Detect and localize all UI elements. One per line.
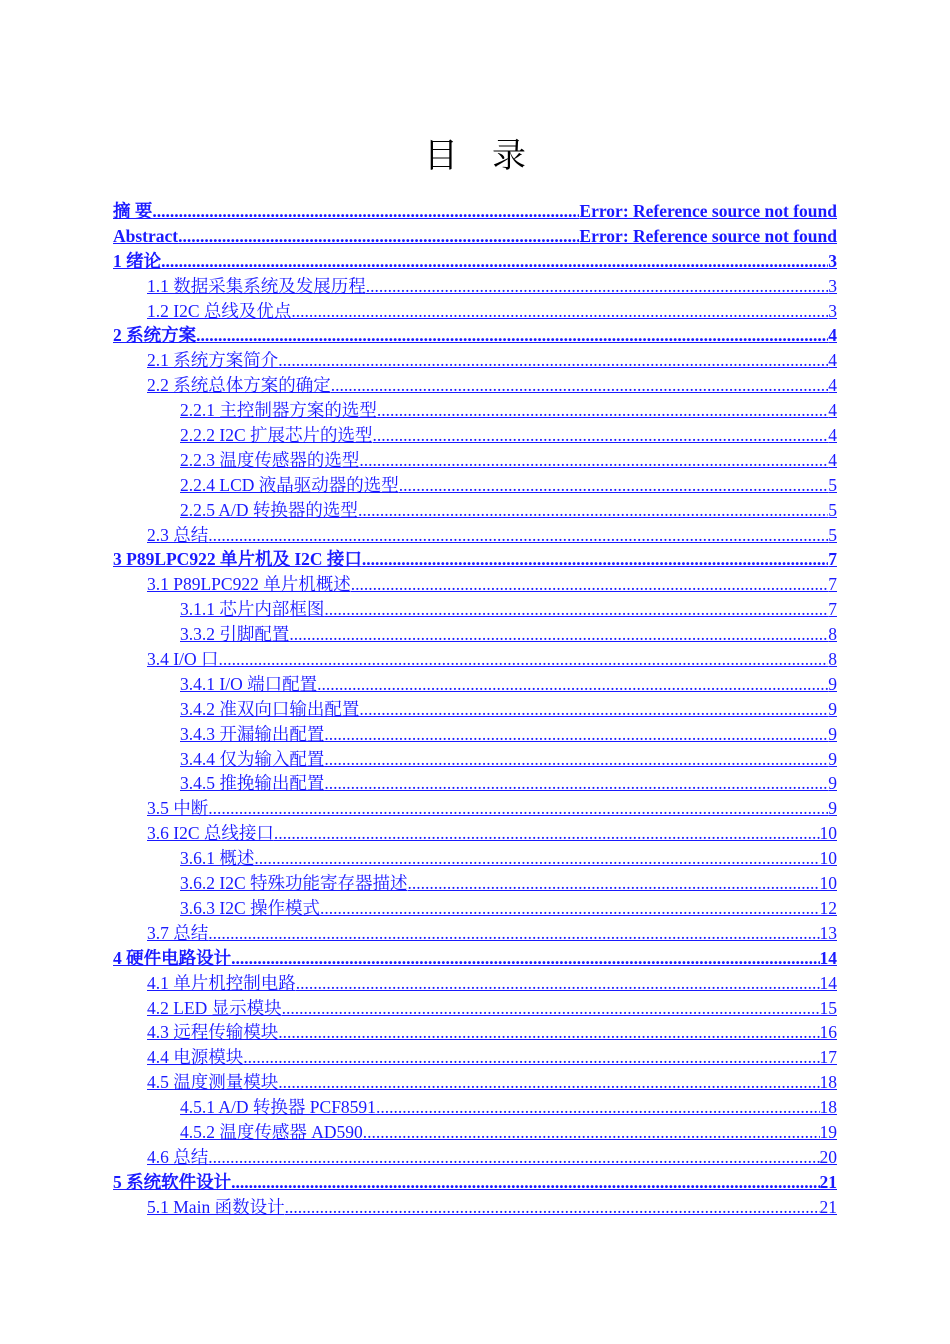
toc-entry-page-number: 9 (828, 723, 837, 744)
toc-entry-label: Abstract (113, 225, 179, 246)
toc-entry[interactable] (113, 523, 837, 548)
toc-dot-leader (254, 846, 819, 871)
toc-entry-label: 3.4.3 开漏输出配置 (180, 723, 325, 744)
toc-entry-page-number: 4 (828, 400, 837, 421)
toc-entry-page-number: 9 (828, 748, 837, 769)
toc-entry[interactable] (113, 697, 837, 722)
toc-dot-leader (377, 398, 828, 423)
toc-entry-label: 3.4 I/O 口 (147, 649, 219, 670)
toc-entry-label: 2.2 系统总体方案的确定 (147, 375, 331, 396)
toc-entry[interactable] (113, 1145, 837, 1170)
toc-entry-page-number: 10 (819, 873, 837, 894)
toc-entry[interactable] (113, 423, 837, 448)
toc-entry-label: 3.4.4 仅为输入配置 (180, 748, 325, 769)
toc-entry-label: 3.6 I2C 总线接口 (147, 823, 274, 844)
toc-entry[interactable] (113, 274, 837, 299)
toc-entry[interactable] (113, 647, 837, 672)
toc-dot-leader (362, 547, 828, 572)
toc-entry-page-number: 7 (828, 574, 837, 595)
toc-entry[interactable] (113, 1195, 837, 1220)
toc-entry-page-number: Error: Reference source not found (579, 225, 837, 246)
toc-entry-label: 4.6 总结 (147, 1146, 209, 1167)
toc-entry-label: 4.3 远程传输模块 (147, 1022, 279, 1043)
toc-entry[interactable] (113, 771, 837, 796)
toc-entry[interactable] (113, 1070, 837, 1095)
toc-dot-leader (231, 946, 819, 971)
toc-entry-page-number: 9 (828, 773, 837, 794)
toc-dot-leader (208, 796, 828, 821)
toc-entry-page-number: 21 (819, 1171, 837, 1192)
toc-entry-page-number: Error: Reference source not found (579, 201, 837, 221)
toc-entry-page-number: 4 (828, 325, 837, 346)
toc-dot-leader (324, 722, 828, 747)
toc-dot-leader (351, 572, 829, 597)
toc-entry-label: 3.4.2 准双向口输出配置 (180, 698, 360, 719)
toc-entry-page-number: 21 (819, 1196, 837, 1217)
toc-dot-leader (178, 224, 579, 249)
toc-entry-page-number: 14 (819, 972, 837, 993)
toc-dot-leader (289, 622, 828, 647)
toc-entry-label: 4.1 单片机控制电路 (147, 972, 296, 993)
toc-entry-label: 2 系统方案 (113, 325, 197, 346)
toc-dot-leader (161, 249, 828, 274)
toc-entry-label: 3.6.1 概述 (180, 848, 255, 869)
toc-entry-label: 3.4.1 I/O 端口配置 (180, 673, 318, 694)
toc-entry[interactable] (113, 597, 837, 622)
toc-entry[interactable] (113, 448, 837, 473)
toc-entry[interactable] (113, 672, 837, 697)
toc-dot-leader (285, 1195, 820, 1220)
toc-entry[interactable] (113, 921, 837, 946)
toc-dot-leader (366, 274, 829, 299)
toc-entry[interactable] (113, 946, 837, 971)
toc-entry-page-number: 4 (828, 449, 837, 470)
toc-entry[interactable] (113, 498, 837, 523)
toc-entry[interactable] (113, 1095, 837, 1120)
toc-entry-page-number: 8 (828, 624, 837, 645)
toc-entry[interactable] (113, 398, 837, 423)
toc-dot-leader (196, 323, 828, 348)
toc-entry[interactable] (113, 199, 837, 224)
toc-entry[interactable] (113, 572, 837, 597)
toc-dot-leader (324, 747, 828, 772)
toc-entry-page-number: 9 (828, 698, 837, 719)
toc-entry-page-number: 19 (819, 1121, 837, 1142)
toc-entry-page-number: 17 (819, 1047, 837, 1068)
toc-entry-label: 1 绪论 (113, 250, 162, 271)
toc-entry[interactable] (113, 547, 837, 572)
toc-entry-label: 2.2.5 A/D 转换器的选型 (180, 499, 358, 520)
toc-entry-page-number: 10 (819, 823, 837, 844)
toc-entry-page-number: 7 (828, 599, 837, 620)
toc-entry-page-number: 10 (819, 848, 837, 869)
toc-entry[interactable] (113, 821, 837, 846)
toc-entry-label: 1.1 数据采集系统及发展历程 (147, 275, 366, 296)
toc-entry-page-number: 9 (828, 673, 837, 694)
toc-dot-leader (373, 423, 829, 448)
toc-entry[interactable] (113, 846, 837, 871)
toc-dot-leader (296, 971, 820, 996)
toc-entry-label: 4.4 电源模块 (147, 1047, 244, 1068)
toc-entry-label: 3.5 中断 (147, 798, 209, 819)
table-of-contents (113, 199, 837, 1220)
toc-dot-leader (291, 299, 828, 324)
toc-entry[interactable] (113, 871, 837, 896)
toc-dot-leader (376, 1095, 820, 1120)
toc-entry-page-number: 18 (819, 1097, 837, 1118)
toc-dot-leader (152, 199, 579, 224)
toc-dot-leader (359, 697, 828, 722)
toc-dot-leader (231, 1170, 819, 1195)
toc-entry-label: 3.4.5 推挽输出配置 (180, 773, 325, 794)
toc-entry-label: 3 P89LPC922 单片机及 I2C 接口 (113, 549, 362, 570)
toc-entry-label: 2.2.1 主控制器方案的选型 (180, 400, 377, 421)
toc-entry-label: 2.1 系统方案简介 (147, 350, 279, 371)
toc-entry-page-number: 20 (819, 1146, 837, 1167)
toc-entry[interactable] (113, 224, 837, 249)
toc-entry[interactable] (113, 249, 837, 274)
toc-entry-label: 4.5 温度测量模块 (147, 1072, 279, 1093)
toc-dot-leader (218, 647, 828, 672)
toc-entry-label: 3.7 总结 (147, 922, 209, 943)
toc-entry[interactable] (113, 747, 837, 772)
toc-entry-page-number: 8 (828, 649, 837, 670)
toc-entry[interactable] (113, 323, 837, 348)
toc-entry-label: 4 硬件电路设计 (113, 947, 232, 968)
toc-entry-label: 2.3 总结 (147, 524, 209, 545)
toc-entry-page-number: 13 (819, 922, 837, 943)
toc-entry[interactable] (113, 971, 837, 996)
toc-dot-leader (208, 523, 828, 548)
toc-dot-leader (408, 871, 820, 896)
toc-entry-label: 1.2 I2C 总线及优点 (147, 300, 292, 321)
toc-entry-label: 4.5.2 温度传感器 AD590 (180, 1121, 363, 1142)
toc-dot-leader (278, 1070, 819, 1095)
toc-entry-page-number: 16 (819, 1022, 837, 1043)
toc-dot-leader (399, 473, 829, 498)
toc-dot-leader (278, 1020, 819, 1045)
toc-entry[interactable] (113, 622, 837, 647)
toc-entry[interactable] (113, 896, 837, 921)
toc-entry-label: 5 系统软件设计 (113, 1171, 232, 1192)
toc-entry-label: 4.5.1 A/D 转换器 PCF8591 (180, 1097, 376, 1118)
toc-entry-label: 5.1 Main 函数设计 (147, 1196, 285, 1217)
toc-entry-label: 2.2.2 I2C 扩展芯片的选型 (180, 425, 373, 446)
toc-dot-leader (358, 498, 828, 523)
toc-dot-leader (282, 996, 820, 1021)
toc-entry-label: 3.3.2 引脚配置 (180, 624, 290, 645)
toc-entry-page-number: 5 (828, 524, 837, 545)
toc-dot-leader (363, 1120, 820, 1145)
toc-entry[interactable] (113, 996, 837, 1021)
toc-dot-leader (359, 448, 828, 473)
toc-entry-page-number: 5 (828, 499, 837, 520)
toc-entry-label: 3.1.1 芯片内部框图 (180, 599, 325, 620)
toc-dot-leader (324, 771, 828, 796)
toc-entry-label: 2.2.4 LCD 液晶驱动器的选型 (180, 474, 399, 495)
toc-dot-leader (317, 672, 828, 697)
toc-entry[interactable] (113, 473, 837, 498)
toc-entry[interactable] (113, 348, 837, 373)
toc-entry-page-number: 3 (828, 250, 837, 271)
toc-dot-leader (274, 821, 820, 846)
toc-dot-leader (243, 1045, 819, 1070)
toc-entry-page-number: 15 (819, 997, 837, 1018)
toc-entry-page-number: 14 (819, 947, 837, 968)
toc-entry[interactable] (113, 1045, 837, 1070)
toc-entry-label: 2.2.3 温度传感器的选型 (180, 449, 360, 470)
toc-entry-label: 摘 要 (113, 201, 153, 221)
toc-entry-label: 3.6.2 I2C 特殊功能寄存器描述 (180, 873, 408, 894)
toc-dot-leader (320, 896, 820, 921)
toc-entry-page-number: 4 (828, 350, 837, 371)
toc-entry-page-number: 7 (828, 549, 837, 570)
toc-entry[interactable] (113, 722, 837, 747)
toc-entry-page-number: 18 (819, 1072, 837, 1093)
toc-entry[interactable] (113, 1120, 837, 1145)
toc-entry[interactable] (113, 373, 837, 398)
toc-entry[interactable] (113, 1170, 837, 1195)
toc-entry-label: 3.6.3 I2C 操作模式 (180, 897, 320, 918)
toc-entry-page-number: 5 (828, 474, 837, 495)
toc-entry-label: 4.2 LED 显示模块 (147, 997, 282, 1018)
toc-dot-leader (324, 597, 828, 622)
toc-entry[interactable] (113, 299, 837, 324)
toc-entry-page-number: 4 (828, 425, 837, 446)
toc-entry-page-number: 12 (819, 897, 837, 918)
toc-entry-page-number: 9 (828, 798, 837, 819)
toc-dot-leader (278, 348, 828, 373)
page-title: 目 录 (424, 136, 526, 176)
toc-dot-leader (208, 1145, 819, 1170)
toc-entry-page-number: 3 (828, 275, 837, 296)
toc-entry-page-number: 3 (828, 300, 837, 321)
toc-entry-label: 3.1 P89LPC922 单片机概述 (147, 574, 351, 595)
toc-dot-leader (331, 373, 829, 398)
toc-dot-leader (208, 921, 819, 946)
toc-entry[interactable] (113, 1020, 837, 1045)
toc-entry-page-number: 4 (828, 375, 837, 396)
toc-entry[interactable] (113, 796, 837, 821)
